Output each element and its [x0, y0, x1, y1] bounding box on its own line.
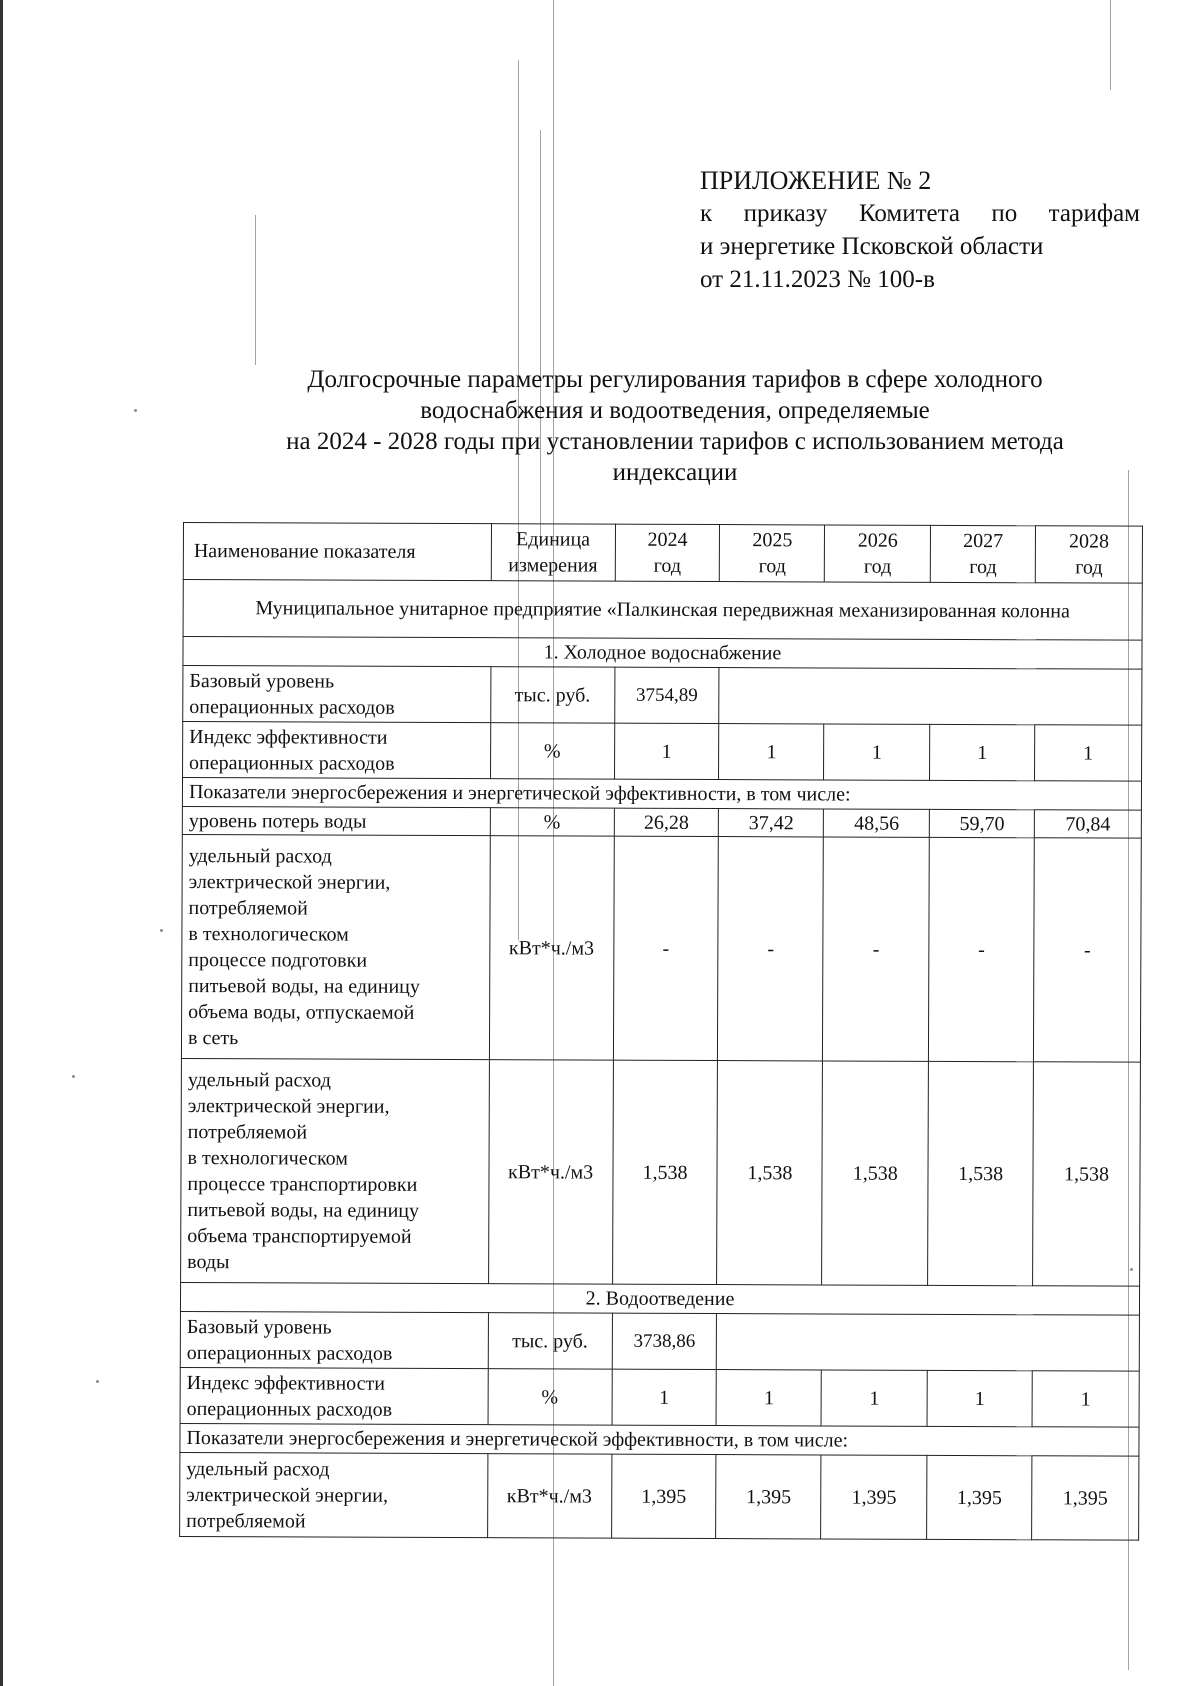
- value-cell: 1: [1032, 1371, 1139, 1427]
- row-name-line: процессе транспортировки: [187, 1172, 418, 1196]
- scan-edge: [0, 0, 3, 1686]
- value-cell: -: [823, 837, 930, 1061]
- table-header-row: [183, 523, 1142, 584]
- value-cell: 1: [821, 1370, 927, 1426]
- value-cell: 1,538: [928, 1061, 1034, 1285]
- section-title-row: [183, 637, 1142, 670]
- value-cell: 70,84: [1034, 810, 1141, 838]
- table-row: [181, 1058, 1141, 1286]
- header-unit: [491, 524, 615, 581]
- value-cell: 26,28: [614, 808, 719, 836]
- section-1-title: 1. Холодное водоснабжение: [183, 637, 1142, 670]
- row-name-line: электрической энергии,: [188, 870, 391, 894]
- unit-cell: тыс. руб.: [488, 1313, 612, 1369]
- row-name-line: в технологическом: [188, 922, 349, 946]
- value-cell: 1,395: [611, 1454, 716, 1538]
- value-cell: 1,538: [822, 1061, 929, 1285]
- header-year: [720, 525, 825, 582]
- value-cell: 59,70: [930, 809, 1035, 837]
- efficiency-index-name: [183, 722, 491, 779]
- row-name-line: операционных расходов: [186, 1397, 393, 1421]
- appendix-block: [700, 164, 1140, 296]
- header-year-word: год: [863, 555, 892, 578]
- header-year-value: 2027: [963, 529, 1004, 553]
- empty-cell: [719, 668, 1142, 726]
- document-title-line: Долгосрочные параметры регулирования тарифов в сфере холодного: [307, 366, 1043, 393]
- document-title-line: индексации: [612, 459, 738, 486]
- empty-cell: [717, 1314, 1140, 1372]
- row-name-line: Базовый уровень: [189, 669, 335, 693]
- header-year-word: год: [1075, 556, 1103, 579]
- electricity-transport-name: [181, 1058, 489, 1283]
- row-name-line: процессе подготовки: [188, 948, 368, 972]
- header-year-word: год: [758, 555, 786, 578]
- value-cell: 1,395: [1032, 1456, 1139, 1540]
- electricity-name: [180, 1452, 488, 1537]
- header-year: [825, 525, 931, 582]
- value-cell: 1: [1035, 725, 1142, 781]
- table-row: [183, 666, 1142, 726]
- value-cell: 1: [824, 724, 930, 780]
- section-2-title: 2. Водоотведение: [180, 1282, 1139, 1315]
- value-cell: 1: [927, 1370, 1032, 1426]
- appendix-title: ПРИЛОЖЕНИЕ № 2: [700, 166, 932, 195]
- efficiency-index-name: [180, 1367, 488, 1424]
- unit-cell: кВт*ч./м3: [488, 1060, 613, 1284]
- scan-speck: [72, 1075, 75, 1078]
- header-year: [930, 525, 1035, 582]
- value-cell: 48,56: [824, 809, 930, 837]
- water-losses-name: уровень потерь воды: [182, 806, 490, 835]
- value-cell: -: [613, 836, 719, 1060]
- value-cell: 1,395: [927, 1455, 1032, 1539]
- header-unit-line: измерения: [508, 554, 598, 577]
- table-row: [183, 722, 1142, 782]
- row-name-line: удельный расход: [186, 1457, 330, 1481]
- base-level-name: [180, 1311, 488, 1368]
- row-name-line: объема транспортируемой: [187, 1224, 412, 1248]
- row-name-line: операционных расходов: [189, 695, 395, 719]
- unit-cell: %: [490, 808, 614, 836]
- scan-line: [1110, 0, 1111, 90]
- value-cell: 1: [717, 1370, 822, 1426]
- value-cell: 3738,86: [612, 1313, 717, 1369]
- value-cell: 37,42: [719, 809, 824, 837]
- value-cell: -: [929, 837, 1035, 1061]
- value-cell: 1,395: [716, 1455, 821, 1539]
- row-name-line: объема воды, отпускаемой: [188, 1000, 415, 1024]
- energy-header-row: [180, 1423, 1139, 1456]
- scan-speck: [134, 409, 137, 412]
- unit-cell: кВт*ч./м3: [489, 836, 614, 1060]
- header-year-value: 2026: [857, 529, 898, 552]
- document-title-line: водоснабжения и водоотведения, определяемые: [420, 397, 930, 424]
- electricity-preparation-name: [181, 834, 489, 1059]
- row-name-line: операционных расходов: [189, 751, 395, 775]
- header-year-value: 2028: [1068, 530, 1110, 553]
- row-name-line: электрической энергии,: [187, 1094, 390, 1118]
- row-name-line: потребляемой: [188, 896, 308, 919]
- table-row: [182, 806, 1141, 838]
- value-cell: 1,538: [717, 1061, 823, 1285]
- energy-header: Показатели энергосбережения и энергетической эффективности, в том числе:: [182, 778, 1141, 811]
- table-row: [180, 1311, 1139, 1371]
- row-name-line: питьевой воды, на единицу: [187, 1198, 420, 1222]
- table-row: [180, 1367, 1139, 1427]
- organization-row: [183, 580, 1142, 641]
- unit-cell: кВт*ч./м3: [487, 1454, 611, 1538]
- row-name-line: Базовый уровень: [186, 1315, 332, 1339]
- header-unit-line: Единица: [515, 528, 591, 551]
- unit-cell: %: [488, 1369, 612, 1425]
- header-year: [615, 524, 720, 581]
- value-cell: 3754,89: [614, 667, 719, 723]
- header-year-value: 2024: [647, 528, 688, 551]
- row-name-line: Индекс эффективности: [186, 1371, 386, 1395]
- appendix-line-1: к приказу Комитета по тарифам: [700, 200, 1140, 227]
- value-cell: 1: [612, 1369, 717, 1425]
- row-name-line: потребляемой: [186, 1509, 306, 1532]
- document-title-line: на 2024 - 2028 годы при установлении тарифов с использованием метода: [286, 428, 1064, 455]
- row-name-line: удельный расход: [188, 844, 332, 868]
- section-title-row: [180, 1282, 1139, 1315]
- row-name-line: удельный расход: [187, 1068, 331, 1092]
- row-name-line: в технологическом: [187, 1146, 349, 1170]
- appendix-line-3: от 21.11.2023 № 100-в: [700, 266, 935, 293]
- row-name-line: питьевой воды, на единицу: [188, 974, 420, 998]
- row-name-line: потребляемой: [187, 1120, 308, 1143]
- scan-speck: [96, 1380, 99, 1383]
- document-title: [215, 364, 1135, 488]
- row-name-line: электрической энергии,: [186, 1483, 389, 1507]
- header-year: [1035, 526, 1142, 583]
- value-cell: 1: [930, 724, 1035, 780]
- organization-name: Муниципальное унитарное предприятие «Палкинская передвижная механизированная колонна: [183, 580, 1142, 641]
- value-cell: 1,538: [612, 1060, 718, 1284]
- row-name-line: в сеть: [187, 1026, 239, 1049]
- value-cell: 1,538: [1033, 1062, 1141, 1286]
- parameters-table: [179, 522, 1143, 1541]
- table-row: [181, 834, 1141, 1062]
- table-row: [180, 1452, 1139, 1540]
- value-cell: -: [1034, 838, 1142, 1062]
- header-year-word: год: [653, 554, 682, 577]
- scan-line: [255, 215, 256, 365]
- appendix-line-2: и энергетике Псковской области: [700, 233, 1044, 260]
- header-year-word: год: [969, 556, 997, 579]
- energy-header-row: [182, 778, 1141, 811]
- value-cell: -: [718, 837, 824, 1061]
- row-name-line: Индекс эффективности: [189, 725, 388, 749]
- unit-cell: тыс. руб.: [490, 667, 614, 723]
- value-cell: 1: [614, 723, 719, 779]
- unit-cell: %: [490, 723, 614, 779]
- row-name-line: воды: [187, 1250, 230, 1273]
- base-level-name: [183, 666, 491, 723]
- row-name-line: операционных расходов: [186, 1341, 393, 1365]
- header-name: Наименование показателя: [183, 523, 491, 581]
- energy-header: Показатели энергосбережения и энергетической эффективности, в том числе:: [180, 1423, 1139, 1456]
- header-year-value: 2025: [752, 529, 793, 552]
- scan-speck: [160, 929, 163, 932]
- value-cell: 1: [719, 724, 824, 780]
- value-cell: 1,395: [821, 1455, 927, 1539]
